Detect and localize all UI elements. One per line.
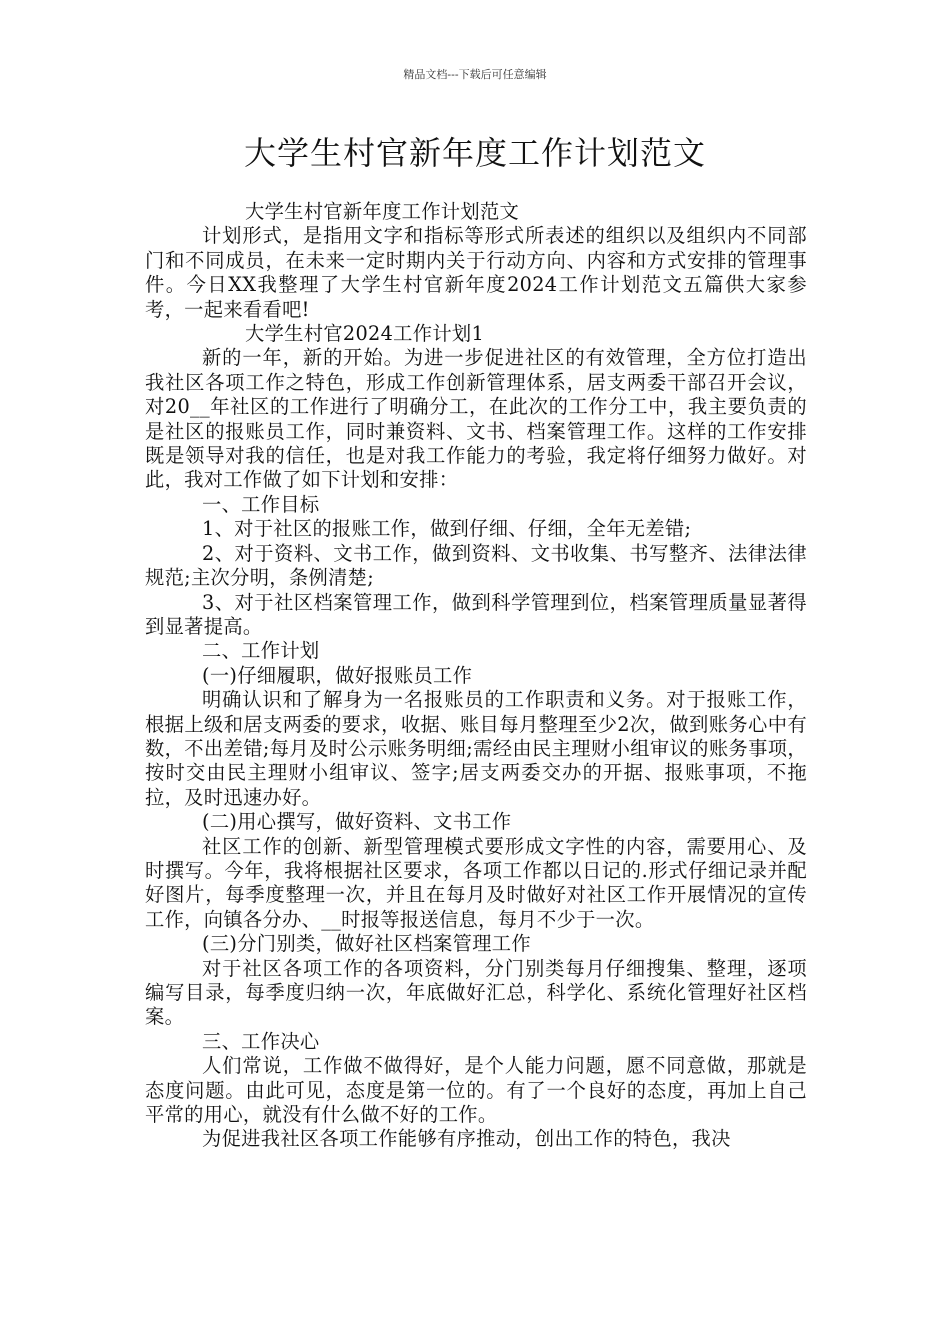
paragraph: 新的一年，新的开始。为进一步促进社区的有效管理，全方位打造出我社区各项工作之特色，形成工作创新管理体系，居支两委干部召开会议，对20__年社区的工作进行了明确分工，在此次的工作分工中，我主要负责的是社区的报账员工作，同时兼资料、文书、档案管理工作。这样的工作安排既是领导对我的信任，也是对我工作能力的考验，我定将仔细努力做好。对此，我对工作做了如下计划和安排：: [145, 346, 807, 492]
paragraph: 对于社区各项工作的各项资料，分门别类每月仔细搜集、整理，逐项编写目录，每季度归纳一次，年底做好汇总，科学化、系统化管理好社区档案。: [145, 956, 807, 1029]
paragraph: 计划形式，是指用文字和指标等形式所表述的组织以及组织内不同部门和不同成员，在未来一定时期内关于行动方向、内容和方式安排的管理事件。今日XX我整理了大学生村官新年度2024工作计划范文五篇供大家参考，一起来看看吧!: [145, 224, 807, 321]
paragraph: (三)分门别类，做好社区档案管理工作: [202, 932, 531, 956]
paragraph: 为促进我社区各项工作能够有序推动，创出工作的特色，我决: [202, 1127, 731, 1151]
paragraph: 1、对于社区的报账工作，做到仔细、仔细，全年无差错;: [202, 517, 692, 541]
paragraph: 三、工作决心: [202, 1029, 320, 1053]
paragraph: 大学生村官新年度工作计划范文: [245, 200, 520, 223]
paragraph: (一)仔细履职，做好报账员工作: [202, 663, 473, 687]
paragraph: 明确认识和了解身为一名报账员的工作职责和义务。对于报账工作，根据上级和居支两委的要求，收据、账目每月整理至少2次，做到账务心中有数，不出差错;每月及时公示账务明细;需经由民主理财小组审议的账务事项，按时交由民主理财小组审议、签字;居支两委交办的开据、报账事项，不拖拉，及时迅速办好。: [145, 688, 807, 809]
paragraph: (二)用心撰写，做好资料、文书工作: [202, 810, 512, 834]
paragraph: 3、对于社区档案管理工作，做到科学管理到位，档案管理质量显著得到显著提高。: [145, 590, 807, 638]
paragraph: 二、工作计划: [202, 639, 320, 663]
paragraph: 2、对于资料、文书工作，做到资料、文书收集、书写整齐、法律法律规范;主次分明，条例清楚;: [145, 541, 807, 590]
paragraph: 大学生村官2024工作计划1: [245, 322, 485, 346]
document-title: 大学生村官新年度工作计划范文: [243, 134, 706, 172]
paragraph: 人们常说，工作做不做得好，是个人能力问题，愿不同意做，那就是态度问题。由此可见，态度是第一位的。有了一个良好的态度，再加上自己平常的用心，就没有什么做不好的工作。: [145, 1054, 807, 1127]
document-body: [145, 200, 807, 1152]
page-header: 精品文档---下载后可任意编辑: [403, 68, 547, 81]
paragraph: 一、工作目标: [202, 492, 320, 516]
paragraph: 社区工作的创新、新型管理模式要形成文字性的内容，需要用心、及时撰写。今年，我将根据社区要求，各项工作都以日记的.形式仔细记录并配好图片，每季度整理一次，并且在每月及时做好对社区工作开展情况的宣传工作，向镇各分办、__时报等报送信息，每月不少于一次。: [145, 834, 807, 931]
